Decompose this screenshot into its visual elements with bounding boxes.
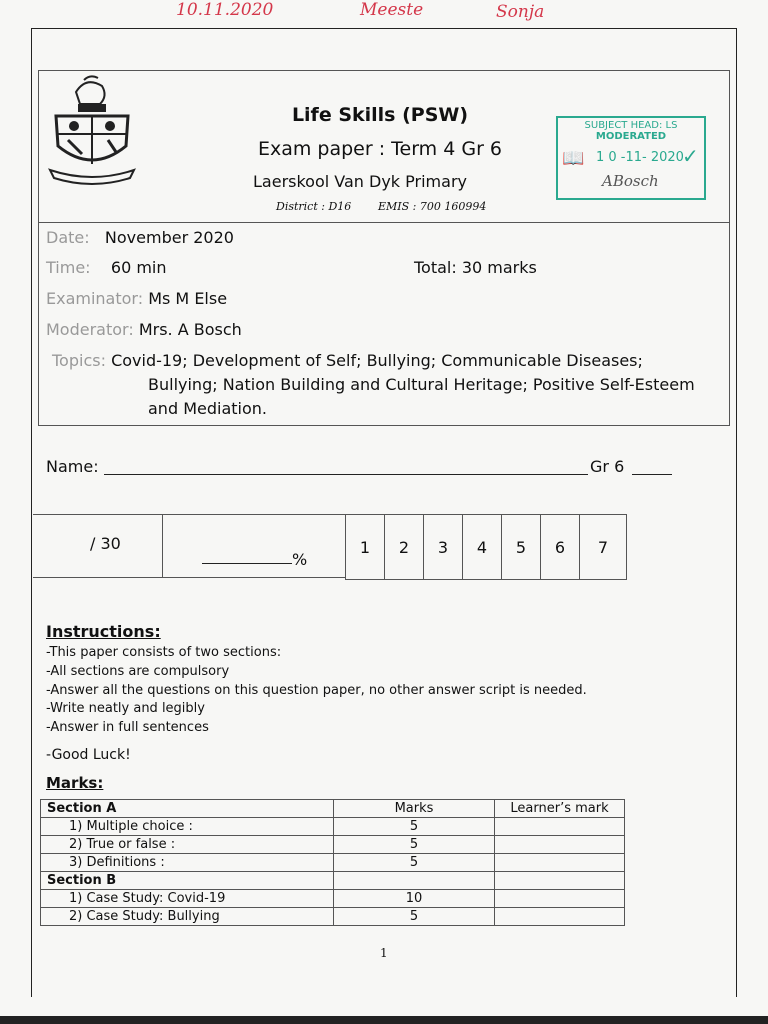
exam-subtitle: Exam paper : Term 4 Gr 6: [257, 138, 503, 160]
instruction-item: -Answer all the questions on this question paper, no other answer script is needed.: [46, 683, 587, 698]
instructions-heading: Instructions:: [46, 622, 161, 641]
handwritten-word: Meeste: [360, 0, 424, 20]
table-row: [41, 800, 625, 818]
scan-edge: [0, 1016, 768, 1024]
grid-cell: 1: [346, 515, 385, 580]
grade-label: Gr 6: [590, 457, 625, 476]
learner-mark-cell: [495, 872, 625, 890]
grid-cell: 5: [502, 515, 541, 580]
instruction-item: -All sections are compulsory: [46, 664, 230, 679]
header-left-rule: [38, 70, 39, 425]
table-row: [41, 818, 625, 836]
row-marks: 5: [334, 836, 495, 854]
table-row: [41, 854, 625, 872]
moderator-label: Moderator:: [46, 320, 134, 339]
learner-mark-cell[interactable]: [495, 908, 625, 926]
topics-line-1: Covid-19; Development of Self; Bullying; Communicable Diseases;: [111, 351, 643, 370]
score-grid-bottom: [33, 577, 345, 578]
learner-mark-cell[interactable]: [495, 818, 625, 836]
book-icon: 📖: [562, 148, 585, 169]
district-code: District : D16: [276, 200, 352, 213]
instruction-item: -This paper consists of two sections:: [46, 645, 282, 660]
learner-mark-column-header: Learner’s mark: [495, 800, 625, 818]
topics-line-3: and Mediation.: [148, 399, 267, 418]
date-value: November 2020: [104, 228, 234, 247]
name-label: Name:: [46, 457, 99, 476]
row-marks: 5: [334, 854, 495, 872]
total-marks: Total: 30 marks: [414, 258, 537, 277]
moderation-stamp: [556, 116, 706, 200]
row-marks: 5: [334, 908, 495, 926]
header-top-rule: [38, 70, 730, 71]
row-label: 1) Case Study: Covid-19: [41, 890, 334, 908]
table-row: [41, 872, 625, 890]
examiner-value: Ms M Else: [148, 289, 228, 308]
section-b-header: Section B: [41, 872, 334, 890]
marks-heading: Marks:: [46, 774, 104, 792]
row-marks: 5: [334, 818, 495, 836]
row-marks: 10: [334, 890, 495, 908]
row-marks: [334, 872, 495, 890]
score-grid-divider: [162, 514, 163, 578]
score-total: / 30: [90, 534, 121, 553]
table-row: [41, 890, 625, 908]
handwritten-initials: Sonja: [496, 2, 545, 22]
row-label: 2) True or false :: [41, 836, 334, 854]
section-a-header: Section A: [41, 800, 334, 818]
learner-mark-cell[interactable]: [495, 854, 625, 872]
date-label: Date:: [46, 228, 90, 247]
row-label: 2) Case Study: Bullying: [41, 908, 334, 926]
stamp-signature: ABosch: [602, 172, 659, 190]
emis-number: EMIS : 700 160994: [378, 200, 487, 213]
name-input-line[interactable]: [104, 474, 588, 475]
percent-sign: %: [292, 550, 308, 569]
grid-cell: 3: [424, 515, 463, 580]
table-row: [41, 908, 625, 926]
page-number: 1: [380, 946, 388, 960]
grid-cell: 2: [385, 515, 424, 580]
checkmark-icon: ✓: [682, 144, 699, 168]
grid-cell: 4: [463, 515, 502, 580]
handwritten-date: 10.11.2020: [176, 0, 274, 20]
header-right-rule: [729, 70, 730, 425]
time-label: Time:: [46, 258, 91, 277]
moderator-value: Mrs. A Bosch: [138, 320, 242, 339]
school-crest-logo: [46, 74, 138, 186]
table-row: [41, 836, 625, 854]
topics-line-2: Bullying; Nation Building and Cultural Heritage; Positive Self-Esteem: [148, 375, 695, 394]
question-number-grid: [345, 514, 627, 580]
stamp-line-1: SUBJECT HEAD: LS: [584, 120, 678, 131]
stamp-line-2: MODERATED: [595, 131, 667, 142]
grid-cell: 6: [541, 515, 580, 580]
instruction-item: -Write neatly and legibly: [46, 701, 205, 716]
instruction-item: -Answer in full sentences: [46, 720, 209, 735]
percent-input-line[interactable]: [202, 563, 292, 564]
grade-input-line[interactable]: [632, 474, 672, 475]
row-label: 3) Definitions :: [41, 854, 334, 872]
learner-mark-cell[interactable]: [495, 836, 625, 854]
examiner-label: Examinator:: [46, 289, 144, 308]
topics-label: Topics:: [52, 351, 106, 370]
school-name: Laerskool Van Dyk Primary: [253, 172, 467, 191]
learner-mark-cell[interactable]: [495, 890, 625, 908]
header-mid-rule: [38, 222, 730, 223]
good-luck-text: -Good Luck!: [46, 747, 131, 763]
details-bottom-rule: [38, 425, 730, 426]
exam-title: Life Skills (PSW): [291, 104, 469, 126]
row-label: 1) Multiple choice :: [41, 818, 334, 836]
time-value: 60 min: [110, 258, 167, 277]
score-grid-top: [33, 514, 345, 515]
marks-table: [40, 799, 625, 926]
stamp-date: 1 0 -11- 2020: [596, 150, 684, 165]
marks-column-header: Marks: [334, 800, 495, 818]
grid-cell: 7: [580, 515, 627, 580]
